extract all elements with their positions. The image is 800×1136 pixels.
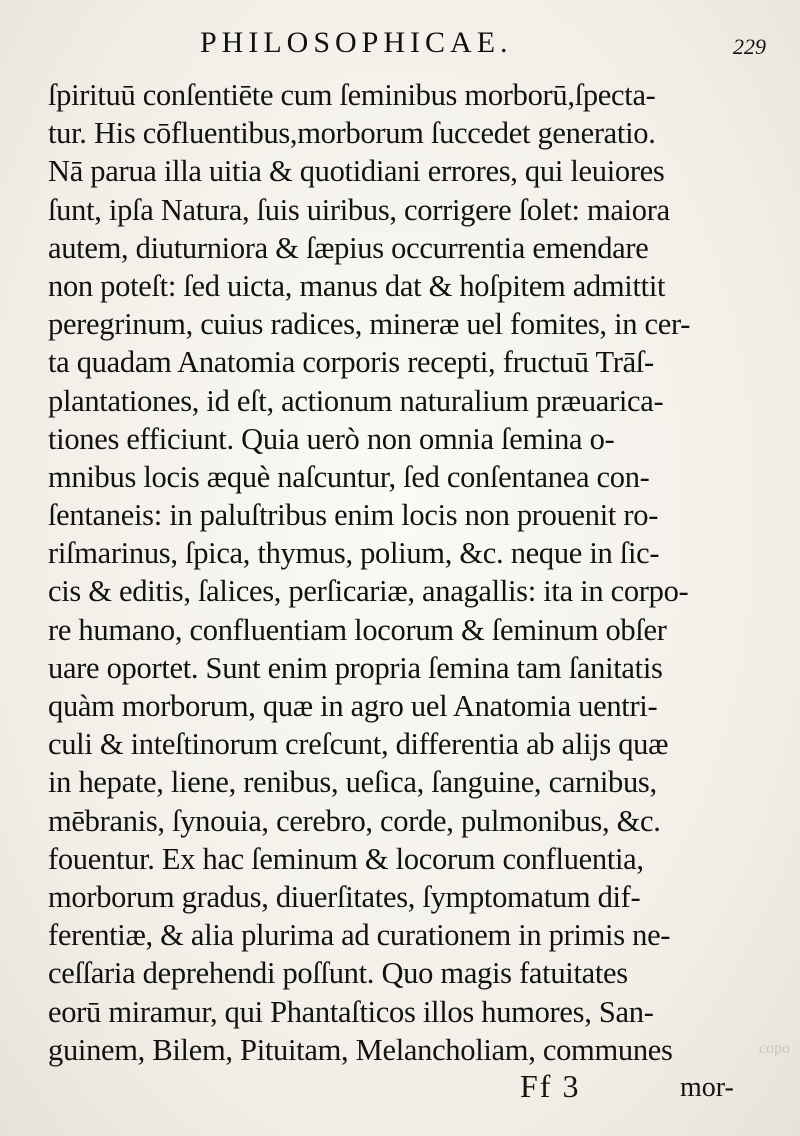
page-header: [0, 26, 800, 66]
text-line: tur. His cōfluentibus,morborum ſuccedet generatio.: [48, 116, 656, 151]
text-line: ſentaneis: in paluſtribus enim locis non prouenit ro-: [48, 498, 659, 533]
text-line: ceſſaria deprehendi poſſunt. Quo magis fatuitates: [48, 956, 628, 991]
text-line: riſmarinus, ſpica, thymus, polium, &c. neque in ſic-: [48, 536, 660, 571]
text-line: peregrinum, cuius radices, mineræ uel fomites, in cer-: [48, 307, 691, 342]
text-line: re humano, confluentiam locorum & ſeminum obſer: [48, 612, 667, 647]
page-footer: [0, 1068, 800, 1108]
text-line: in hepate, liene, renibus, ueſica, ſanguine, carnibus,: [48, 765, 657, 800]
text-line: guinem, Bilem, Pituitam, Melancholiam, communes: [48, 1032, 673, 1067]
text-line: ferentiæ, & alia plurima ad curationem in primis ne-: [48, 918, 671, 953]
text-line: ſpirituū conſentiēte cum ſeminibus morborū,ſpecta-: [48, 78, 656, 112]
text-line: eorū miramur, qui Phantaſticos illos humores, San-: [48, 994, 654, 1029]
catchword: mor-: [680, 1072, 734, 1103]
text-line: tiones efficiunt. Quia uerò non omnia ſemina o-: [48, 421, 615, 456]
running-head: PHILOSOPHICAE.: [200, 26, 513, 59]
text-line: ſunt, ipſa Natura, ſuis uiribus, corrigere ſolet: maiora: [48, 192, 670, 227]
text-line: cis & editis, ſalices, perſicariæ, anagallis: ita in corpo-: [48, 574, 689, 609]
text-line: morborum gradus, diuerſitates, ſymptomatum dif-: [48, 879, 641, 914]
page-number: 229: [733, 34, 766, 59]
text-line: mnibus locis æquè naſcuntur, ſed conſentanea con-: [48, 459, 650, 494]
show-through-text: copo: [758, 1040, 790, 1057]
text-line: quàm morborum, quæ in agro uel Anatomia uentri-: [48, 689, 658, 723]
text-line: non poteſt: ſed uicta, manus dat & hoſpitem admittit: [48, 268, 666, 303]
text-line: Nā parua illa uitia & quotidiani errores, qui leuiores: [48, 154, 665, 189]
signature-mark: Ff 3: [520, 1068, 581, 1104]
text-line: autem, diuturniora & ſæpius occurrentia emendare: [48, 230, 649, 265]
text-line: plantationes, id eſt, actionum naturalium præuarica-: [48, 383, 664, 418]
text-line: fouentur. Ex hac ſeminum & locorum confluentia,: [48, 841, 644, 876]
text-line: culi & inteſtinorum creſcunt, differentia ab alijs quæ: [48, 727, 669, 762]
text-line: uare oportet. Sunt enim propria ſemina tam ſanitatis: [48, 650, 663, 685]
text-line: ta quadam Anatomia corporis recepti, fructuū Trāſ-: [48, 345, 654, 380]
body-text: [48, 76, 768, 1069]
text-line: mēbranis, ſynouia, cerebro, corde, pulmonibus, &c.: [48, 803, 661, 838]
